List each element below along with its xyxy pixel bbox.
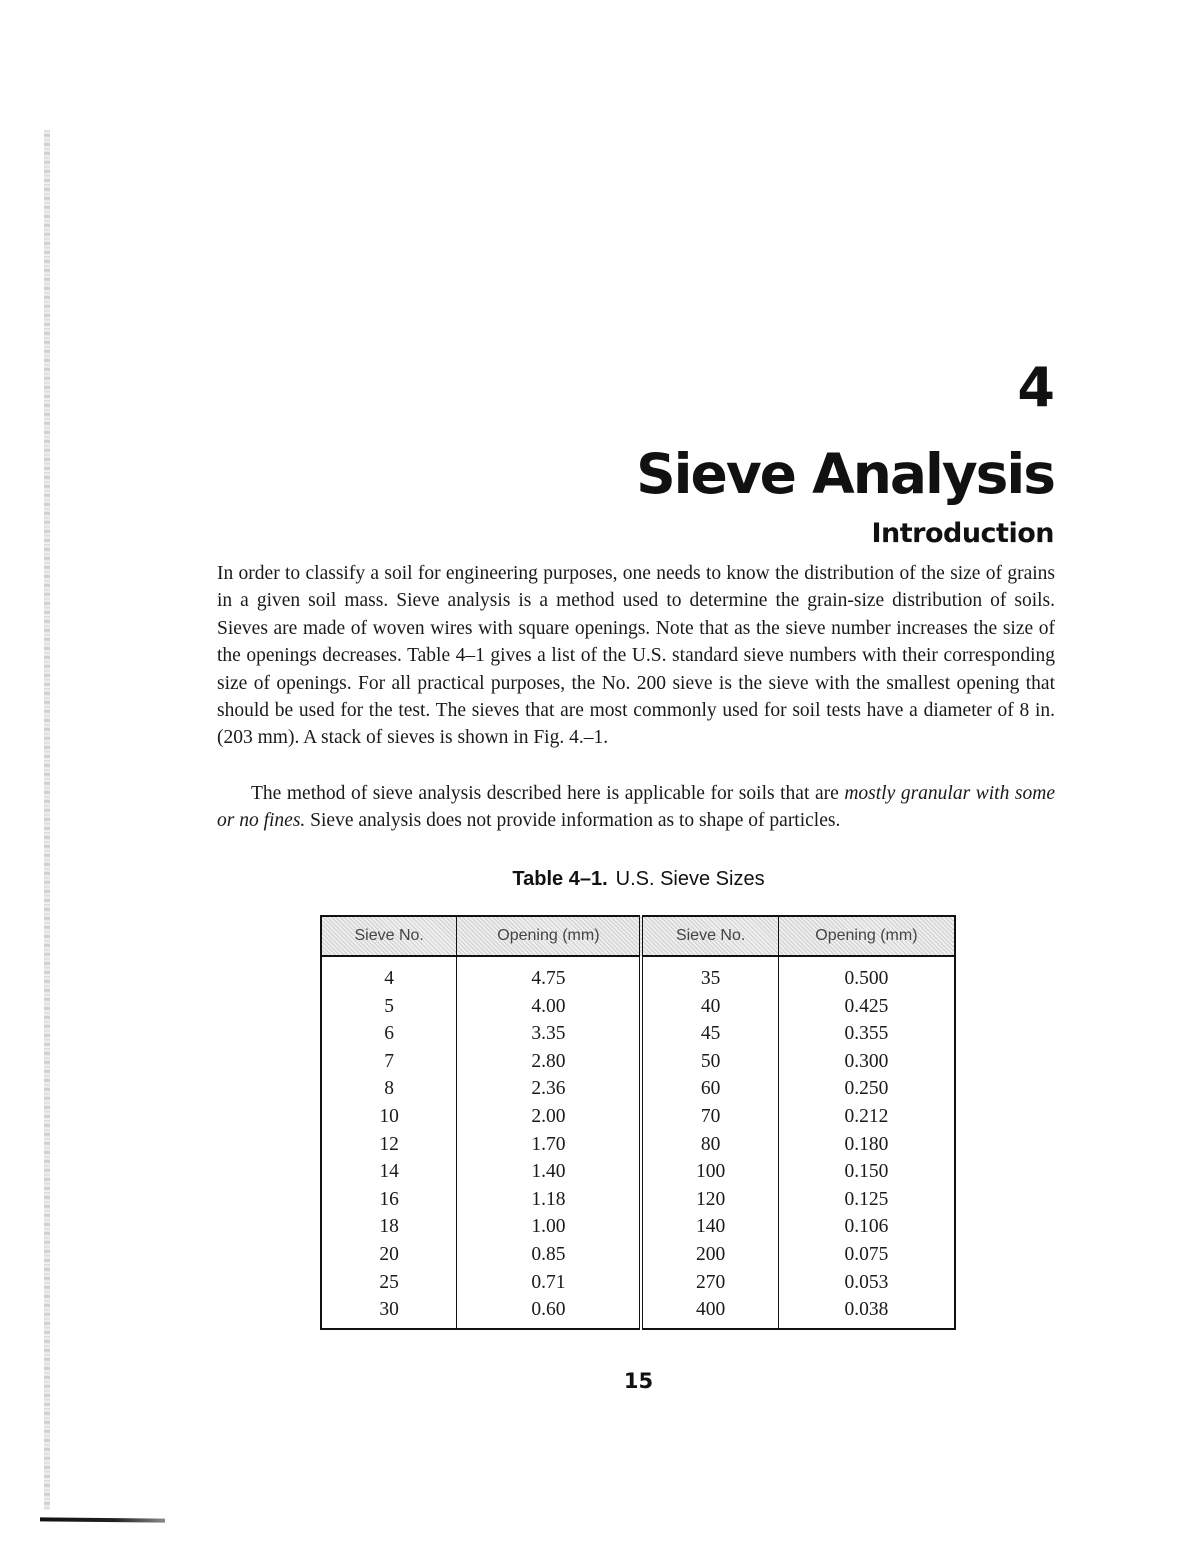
cell-sieve-no-left: 16	[321, 1186, 457, 1214]
cell-opening-left: 0.71	[457, 1269, 642, 1297]
table-row	[321, 1020, 955, 1048]
cell-sieve-no-left: 14	[321, 1158, 457, 1186]
chapter-title: Sieve Analysis	[636, 442, 1054, 506]
cell-sieve-no-left: 5	[321, 993, 457, 1021]
cell-opening-right: 0.212	[778, 1103, 955, 1131]
cell-opening-right: 0.053	[778, 1269, 955, 1297]
paragraph-method	[217, 780, 1055, 835]
cell-opening-left: 3.35	[457, 1020, 642, 1048]
paragraph-method-end: Sieve analysis does not provide information as to shape of particles.	[305, 810, 841, 832]
page-number: 15	[623, 1369, 654, 1393]
cell-opening-left: 4.75	[457, 956, 642, 993]
cell-opening-left: 2.80	[457, 1048, 642, 1076]
table-row	[321, 1213, 955, 1241]
cell-sieve-no-right: 40	[641, 993, 778, 1021]
cell-sieve-no-right: 100	[641, 1158, 778, 1186]
cell-sieve-no-left: 10	[321, 1103, 457, 1131]
sieve-size-table	[320, 915, 956, 1330]
cell-sieve-no-right: 60	[641, 1075, 778, 1103]
header-opening-right: Opening (mm)	[778, 916, 955, 956]
cell-sieve-no-right: 120	[641, 1186, 778, 1214]
section-heading: Introduction	[871, 518, 1054, 549]
header-opening-left: Opening (mm)	[457, 916, 642, 956]
cell-sieve-no-right: 50	[641, 1048, 778, 1076]
cell-sieve-no-right: 400	[641, 1296, 778, 1329]
table-row	[321, 1186, 955, 1214]
cell-opening-left: 1.18	[457, 1186, 642, 1214]
cell-sieve-no-left: 6	[321, 1020, 457, 1048]
cell-opening-right: 0.300	[778, 1048, 955, 1076]
cell-sieve-no-left: 25	[321, 1269, 457, 1297]
cell-sieve-no-right: 200	[641, 1241, 778, 1269]
table-row	[321, 956, 955, 993]
table-row	[321, 993, 955, 1021]
cell-sieve-no-left: 4	[321, 956, 457, 993]
cell-opening-right: 0.038	[778, 1296, 955, 1329]
cell-opening-right: 0.500	[778, 956, 955, 993]
cell-opening-right: 0.150	[778, 1158, 955, 1186]
table-header-row	[321, 916, 955, 956]
table-row	[321, 1075, 955, 1103]
cell-sieve-no-right: 70	[641, 1103, 778, 1131]
table-row	[321, 1241, 955, 1269]
cell-sieve-no-right: 270	[641, 1269, 778, 1297]
chapter-number: 4	[1017, 356, 1054, 419]
table-row	[321, 1131, 955, 1159]
paragraph-method-start: The method of sieve analysis described here is applicable for soils that are	[251, 783, 845, 804]
cell-opening-left: 1.00	[457, 1213, 642, 1241]
cell-opening-right: 0.355	[778, 1020, 955, 1048]
paragraph-method-emphasis: mostly granular with some or no fines.	[217, 783, 1055, 832]
cell-opening-left: 1.70	[457, 1131, 642, 1159]
table-caption-label: Table 4–1.	[512, 868, 608, 890]
cell-opening-right: 0.250	[778, 1075, 955, 1103]
cell-sieve-no-right: 45	[641, 1020, 778, 1048]
table-caption-title: U.S. Sieve Sizes	[615, 868, 765, 890]
cell-opening-right: 0.425	[778, 993, 955, 1021]
cell-sieve-no-left: 12	[321, 1131, 457, 1159]
cell-opening-left: 1.40	[457, 1158, 642, 1186]
cell-opening-right: 0.106	[778, 1213, 955, 1241]
header-sieve-no-left: Sieve No.	[321, 916, 457, 956]
cell-opening-right: 0.075	[778, 1241, 955, 1269]
cell-sieve-no-left: 18	[321, 1213, 457, 1241]
scanner-edge-shadow	[44, 130, 50, 1510]
table-row	[321, 1103, 955, 1131]
cell-sieve-no-right: 80	[641, 1131, 778, 1159]
cell-opening-left: 4.00	[457, 993, 642, 1021]
cell-sieve-no-right: 35	[641, 956, 778, 993]
cell-sieve-no-left: 20	[321, 1241, 457, 1269]
table-row	[321, 1048, 955, 1076]
cell-sieve-no-left: 7	[321, 1048, 457, 1076]
cell-opening-left: 2.00	[457, 1103, 642, 1131]
cell-sieve-no-left: 30	[321, 1296, 457, 1329]
cell-opening-left: 0.85	[457, 1241, 642, 1269]
table-row	[321, 1158, 955, 1186]
paragraph-intro: In order to classify a soil for engineering purposes, one needs to know the distribution of the size of grains in a given soil mass. Sieve analysis is a method used to determine the grain-size distribution of soils. Sieves are made of woven wires with square openings. Note that as the sieve number increases the size of the openings decreases. Table 4–1 gives a list of the U.S. standard sieve numbers with their corresponding size of openings. For all practical purposes, the No. 200 sieve is the sieve with the smallest opening that should be used for the test. The sieves that are most commonly used for soil tests have a diameter of 8 in. (203 mm). A stack of sieves is shown in Fig. 4.–1.	[217, 563, 1055, 749]
table-caption	[0, 864, 1200, 894]
scanner-edge-mark	[40, 1517, 165, 1522]
table-row	[321, 1296, 955, 1329]
cell-opening-left: 0.60	[457, 1296, 642, 1329]
cell-sieve-no-right: 140	[641, 1213, 778, 1241]
cell-opening-left: 2.36	[457, 1075, 642, 1103]
table-body	[321, 956, 955, 1329]
cell-opening-right: 0.180	[778, 1131, 955, 1159]
cell-opening-right: 0.125	[778, 1186, 955, 1214]
header-sieve-no-right: Sieve No.	[641, 916, 778, 956]
table-row	[321, 1269, 955, 1297]
cell-sieve-no-left: 8	[321, 1075, 457, 1103]
